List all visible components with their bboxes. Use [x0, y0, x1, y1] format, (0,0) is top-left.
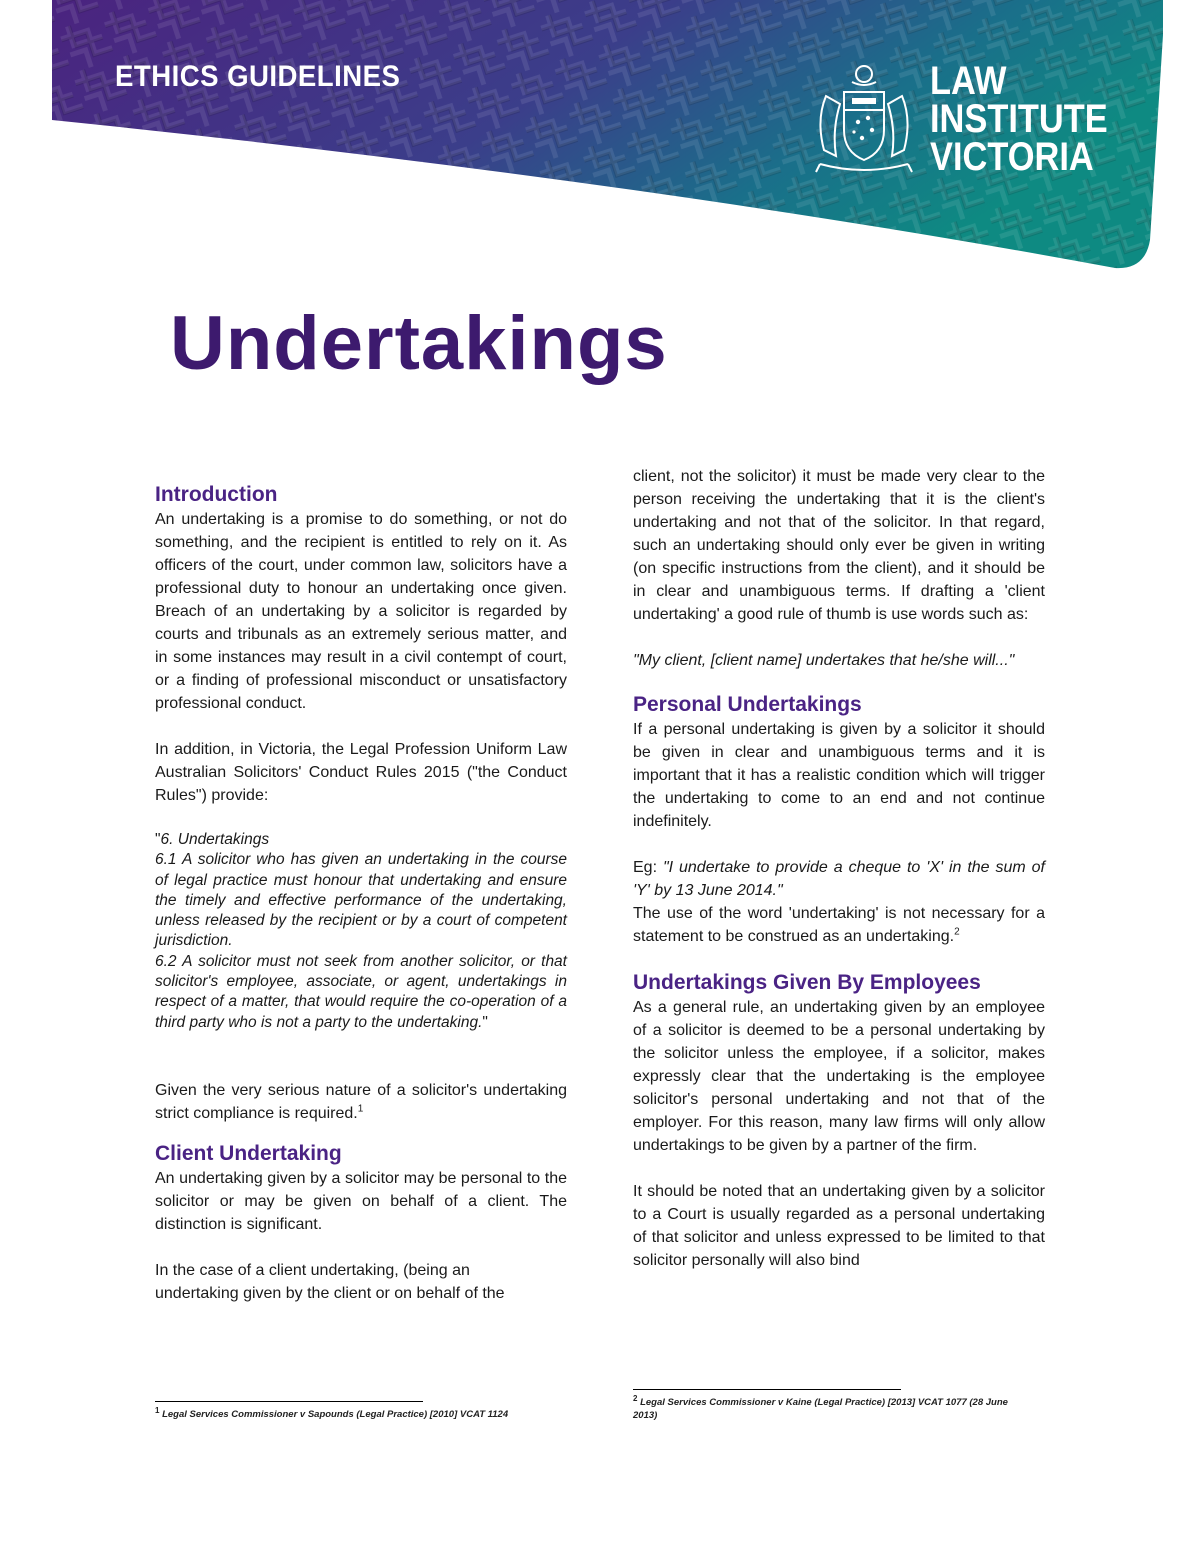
footnote-2: [633, 1393, 1023, 1422]
employees-heading: Undertakings Given By Employees: [633, 971, 981, 994]
footnote-1: [155, 1405, 565, 1421]
rule-6-1: 6.1 A solicitor who has given an undertaking in the course of legal practice must honour that undertaking and ensure the timely and effective performance of the undertaking, unless released by the recipient or by a court of competent jurisdiction.: [155, 851, 567, 950]
compliance-paragraph: [155, 1079, 567, 1125]
example-paragraph: [633, 856, 1045, 902]
footnote-1-text: Legal Services Commissioner v Sapounds (Legal Practice) [2010] VCAT 1124: [162, 1409, 509, 1420]
client-undertaking-paragraph-2: In the case of a client undertaking, (being an undertaking given by the client or on behalf of the: [155, 1261, 505, 1302]
footnote-2-number: 2: [633, 1393, 638, 1403]
word-use-text: The use of the word 'undertaking' is not necessary for a statement to be construed as an undertaking.: [633, 905, 1045, 945]
client-undertaking-paragraph-1: An undertaking given by a solicitor may be personal to the solicitor or may be given on behalf of a client. The distinction is significant.: [155, 1169, 567, 1233]
example-cheque-quote: "I undertake to provide a cheque to 'X' in the sum of 'Y' by 13 June 2014.": [633, 859, 1045, 899]
organisation-logo-text: [930, 59, 1108, 179]
employees-paragraph-2: It should be noted that an undertaking given by a solicitor to a Court is usually regarded as a personal undertaking of that solicitor and unless expressed to be limited to that solicitor personally will also bind: [633, 1183, 1045, 1269]
rule-heading: 6. Undertakings: [160, 831, 270, 848]
logo-line-victoria: VICTORIA: [930, 135, 1094, 179]
personal-undertakings-paragraph: If a personal undertaking is given by a solicitor it should be given in clear and unambiguous terms and it is important that it has a realistic condition which will trigger the undertaking to come to an end and not continue indefinitely.: [633, 721, 1045, 830]
footnote-1-number: 1: [155, 1405, 160, 1415]
series-label: ETHICS GUIDELINES: [115, 60, 401, 93]
left-column: [155, 482, 567, 1305]
footnote-divider-left: [155, 1401, 423, 1402]
introduction-heading: Introduction: [155, 483, 278, 506]
right-column: [633, 465, 1045, 1272]
rule-6-2-text: 6.2 A solicitor must not seek from another solicitor, or that solicitor's employee, associate, or agent, undertakings in respect of a matter, that would require the co-operation of a third party who is not a party to the undertaking.: [155, 952, 567, 1031]
example-label: Eg:: [633, 859, 663, 876]
client-undertaking-heading: Client Undertaking: [155, 1141, 342, 1165]
quote-open-mark: ": [155, 831, 161, 848]
employees-paragraph-1: As a general rule, an undertaking given by an employee of a solicitor is deemed to be a personal undertaking by the solicitor unless the employee, if a solicitor, makes expressly clear that the undertaking is the employee solicitor's personal undertaking and not that of the employer. For this reason, many law firms will only allow undertakings to be given by a partner of the firm.: [633, 999, 1045, 1154]
quote-close-mark: ": [482, 1013, 488, 1031]
footnote-divider-right: [633, 1389, 901, 1390]
compliance-text: Given the very serious nature of a solicitor's undertaking strict compliance is required.: [155, 1081, 567, 1122]
footnote-2-text: Legal Services Commissioner v Kaine (Legal Practice) [2013] VCAT 1077 (28 June 2013): [633, 1397, 1008, 1421]
page-title: Undertakings: [170, 301, 668, 386]
word-use-paragraph: [633, 902, 1045, 948]
rule-6-2: [155, 952, 567, 1033]
client-undertaking-continued: client, not the solicitor) it must be made very clear to the person receiving the undertaking that it is the client's undertaking and not that of the solicitor. In that regard, such an undertaking should only ever be given in writing (on specific instructions from the client), and it should be in clear and unambiguous terms. If drafting a 'client undertaking' a good rule of thumb is use words such as:: [633, 468, 1045, 623]
logo-line-institute: INSTITUTE: [930, 97, 1108, 141]
introduction-paragraph: An undertaking is a promise to do something, or not do something, and the recipient is entitled to rely on it. As officers of the court, under common law, solicitors have a professional duty to honour an undertaking once given. Breach of an undertaking by a solicitor is regarded by courts and tribunals as an extremely serious matter, and in some instances may result in a civil contempt of court, or a finding of professional misconduct or unsatisfactory professional conduct.: [155, 511, 567, 712]
rule-heading-line: [155, 830, 567, 850]
example-client-quote: "My client, [client name] undertakes that he/she will...": [633, 652, 1015, 669]
logo-line-law: LAW: [930, 59, 1007, 103]
footnote-ref-2[interactable]: 2: [954, 926, 960, 938]
coat-of-arms-icon: [808, 60, 920, 178]
personal-undertakings-heading: Personal Undertakings: [633, 693, 862, 716]
conduct-rules-intro: In addition, in Victoria, the Legal Profession Uniform Law Australian Solicitors' Conduct Rules 2015 ("the Conduct Rules") provide:: [155, 741, 567, 804]
footnote-ref-1[interactable]: 1: [357, 1103, 364, 1115]
